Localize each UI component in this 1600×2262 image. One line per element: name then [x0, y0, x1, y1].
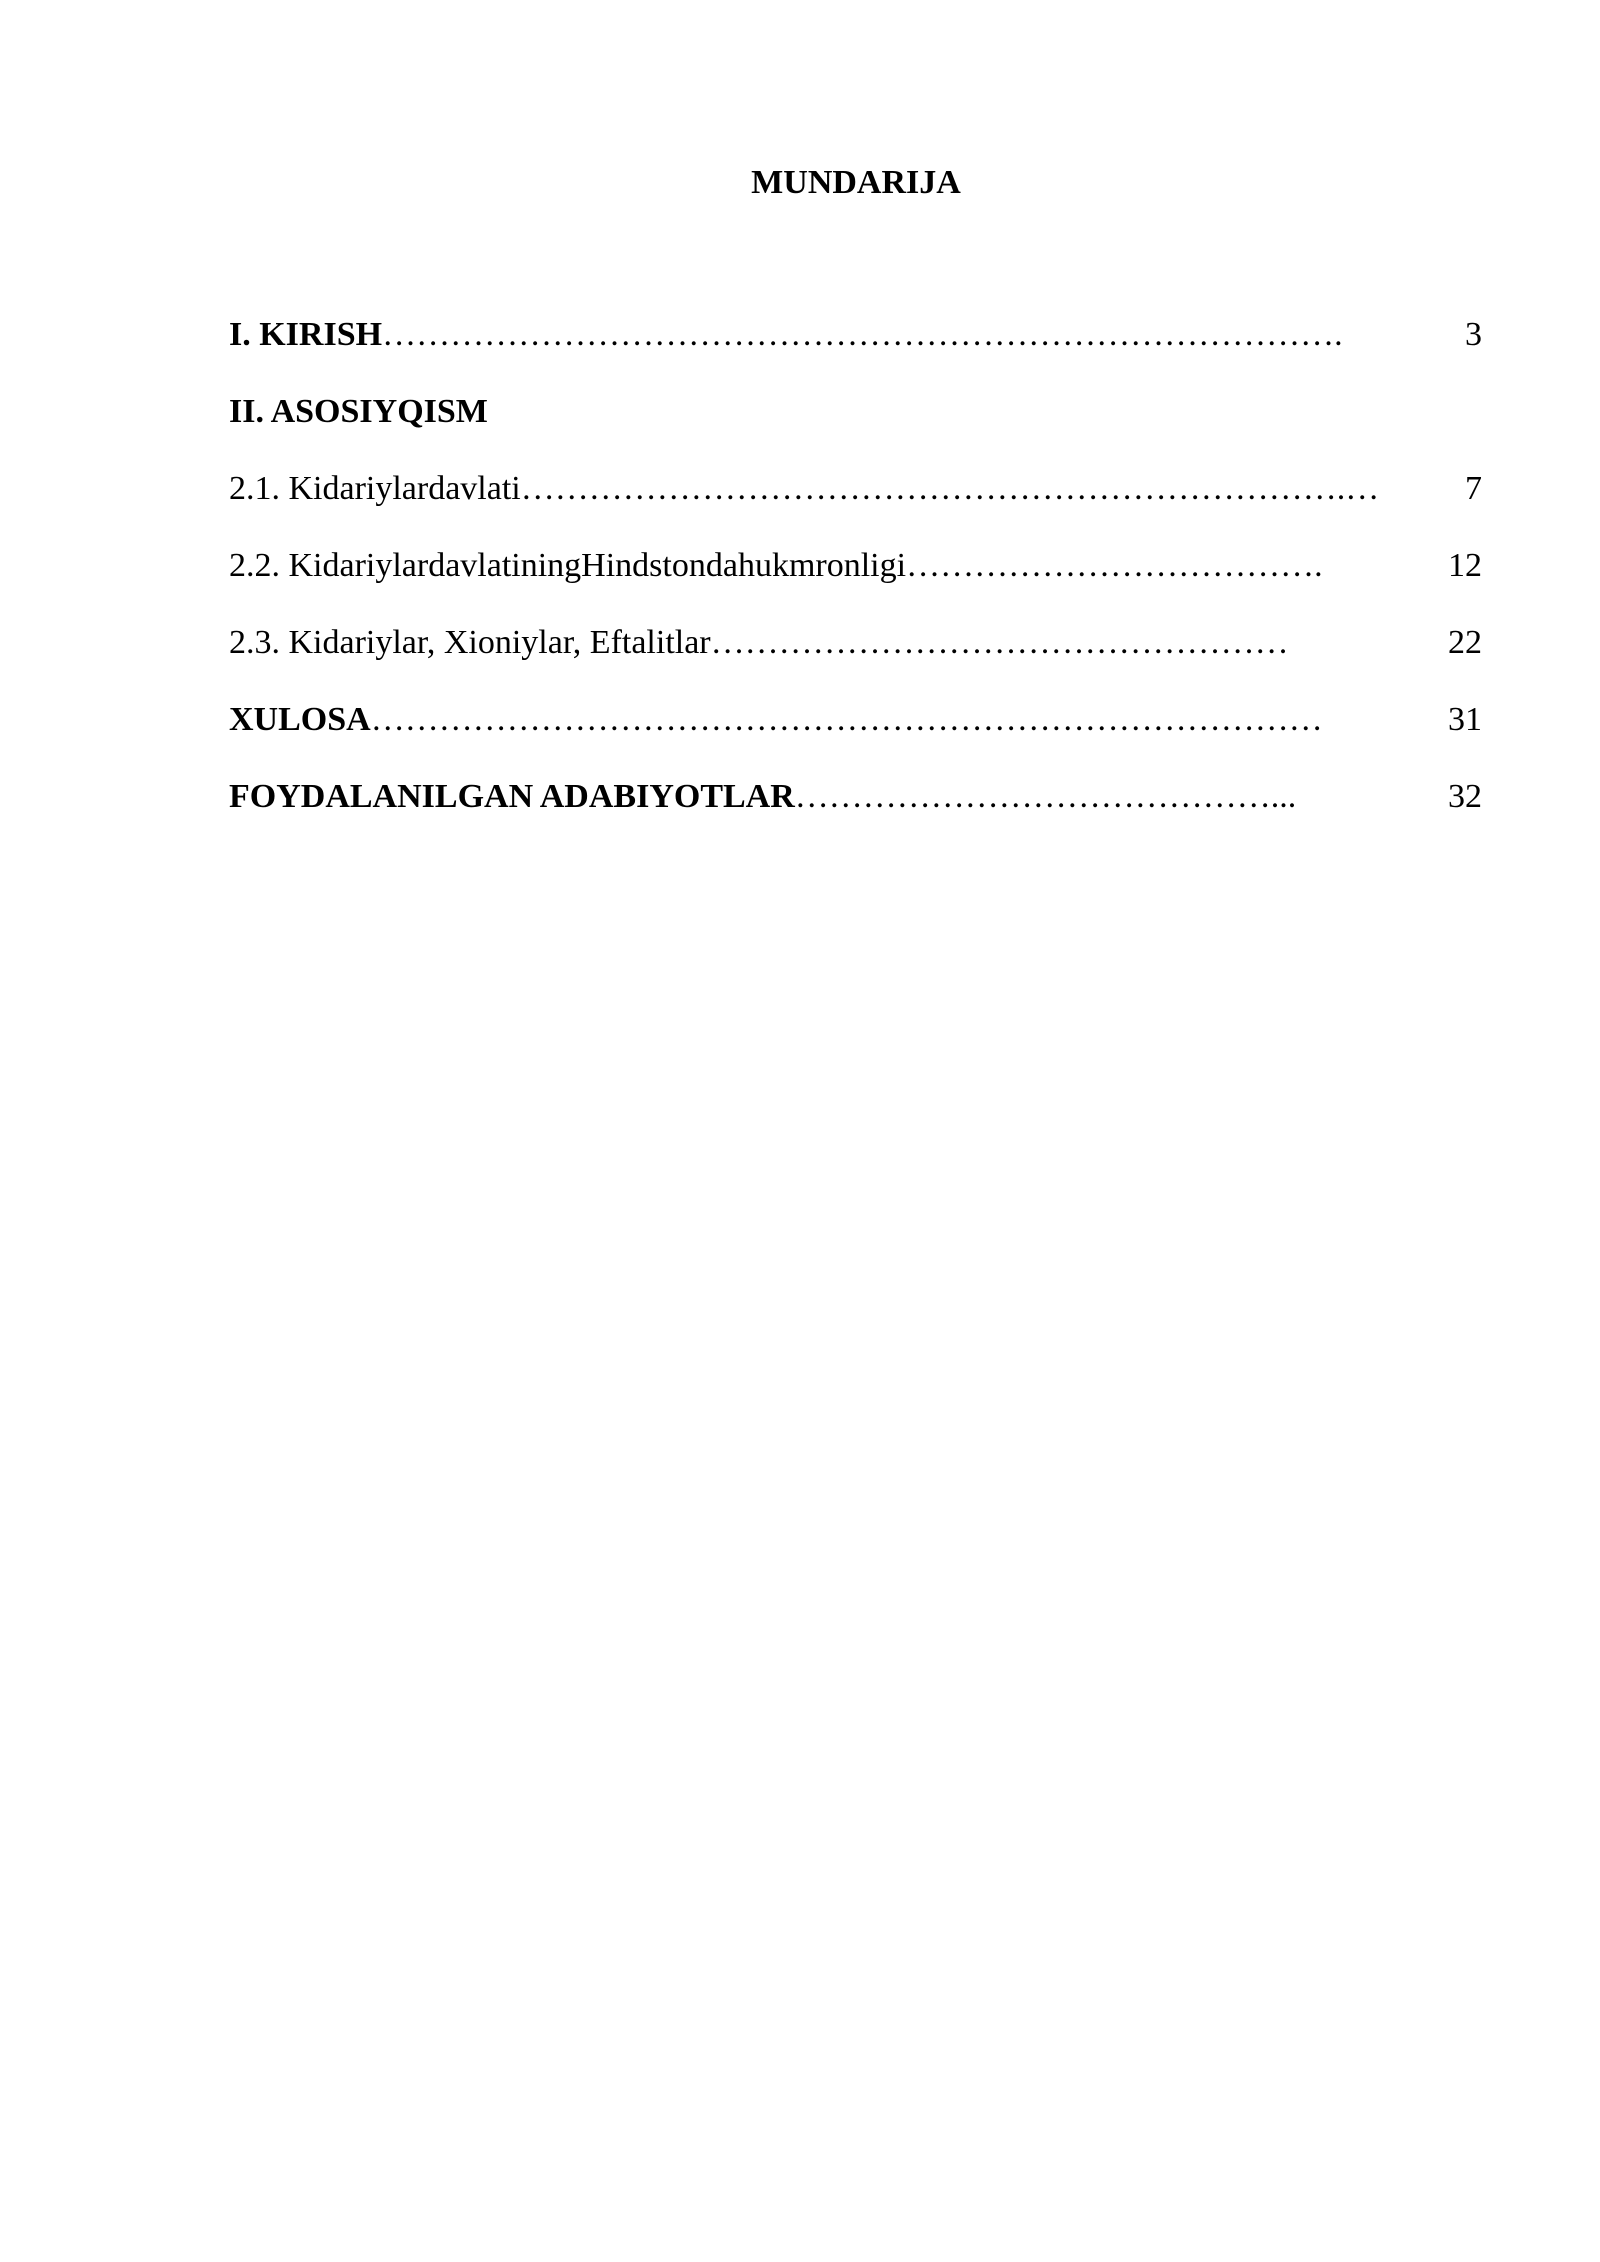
toc-entry-xulosa [229, 700, 1482, 777]
toc-entry-2-3 [229, 623, 1482, 700]
toc-leader-dots: ………………………………………………………………………… [370, 701, 1323, 738]
toc-page-number: 22 [1448, 624, 1482, 661]
toc-entry-label: XULOSA [229, 701, 371, 738]
toc-entry-adabiyotlar [229, 777, 1482, 854]
toc-entry-label: 2.1. Kidariylardavlati [229, 470, 521, 507]
toc-entry-2-1 [229, 469, 1482, 546]
toc-entry-label: I. KIRISH [229, 316, 383, 353]
table-of-contents [229, 315, 1482, 854]
page-title: MUNDARIJA [751, 164, 961, 201]
toc-leader-dots: ……………………………………………………………….… [520, 470, 1380, 507]
toc-entry-kirish [229, 315, 1482, 392]
toc-page-number: 12 [1448, 547, 1482, 584]
toc-leader-dots: ………………………………. [906, 547, 1323, 584]
toc-leader-dots: ……………………………………... [794, 778, 1297, 815]
toc-page-number: 3 [1465, 316, 1482, 353]
toc-leader-dots: …………………………………………… [710, 624, 1289, 661]
toc-page-number: 7 [1465, 470, 1482, 507]
toc-entry-label: 2.2. KidariylardavlatiningHindstondahukmronligi [229, 547, 907, 584]
toc-entry-asosiy-qism [229, 392, 1482, 469]
toc-entry-label: II. ASOSIYQISM [229, 393, 488, 430]
toc-entry-2-2 [229, 546, 1482, 623]
toc-page-number: 32 [1448, 778, 1482, 815]
toc-leader-dots: …………………………………………………………………………. [382, 316, 1343, 353]
toc-page-number: 31 [1448, 701, 1482, 738]
toc-entry-label: FOYDALANILGAN ADABIYOTLAR [229, 778, 795, 815]
toc-entry-label: 2.3. Kidariylar, Xioniylar, Eftalitlar [229, 624, 711, 661]
